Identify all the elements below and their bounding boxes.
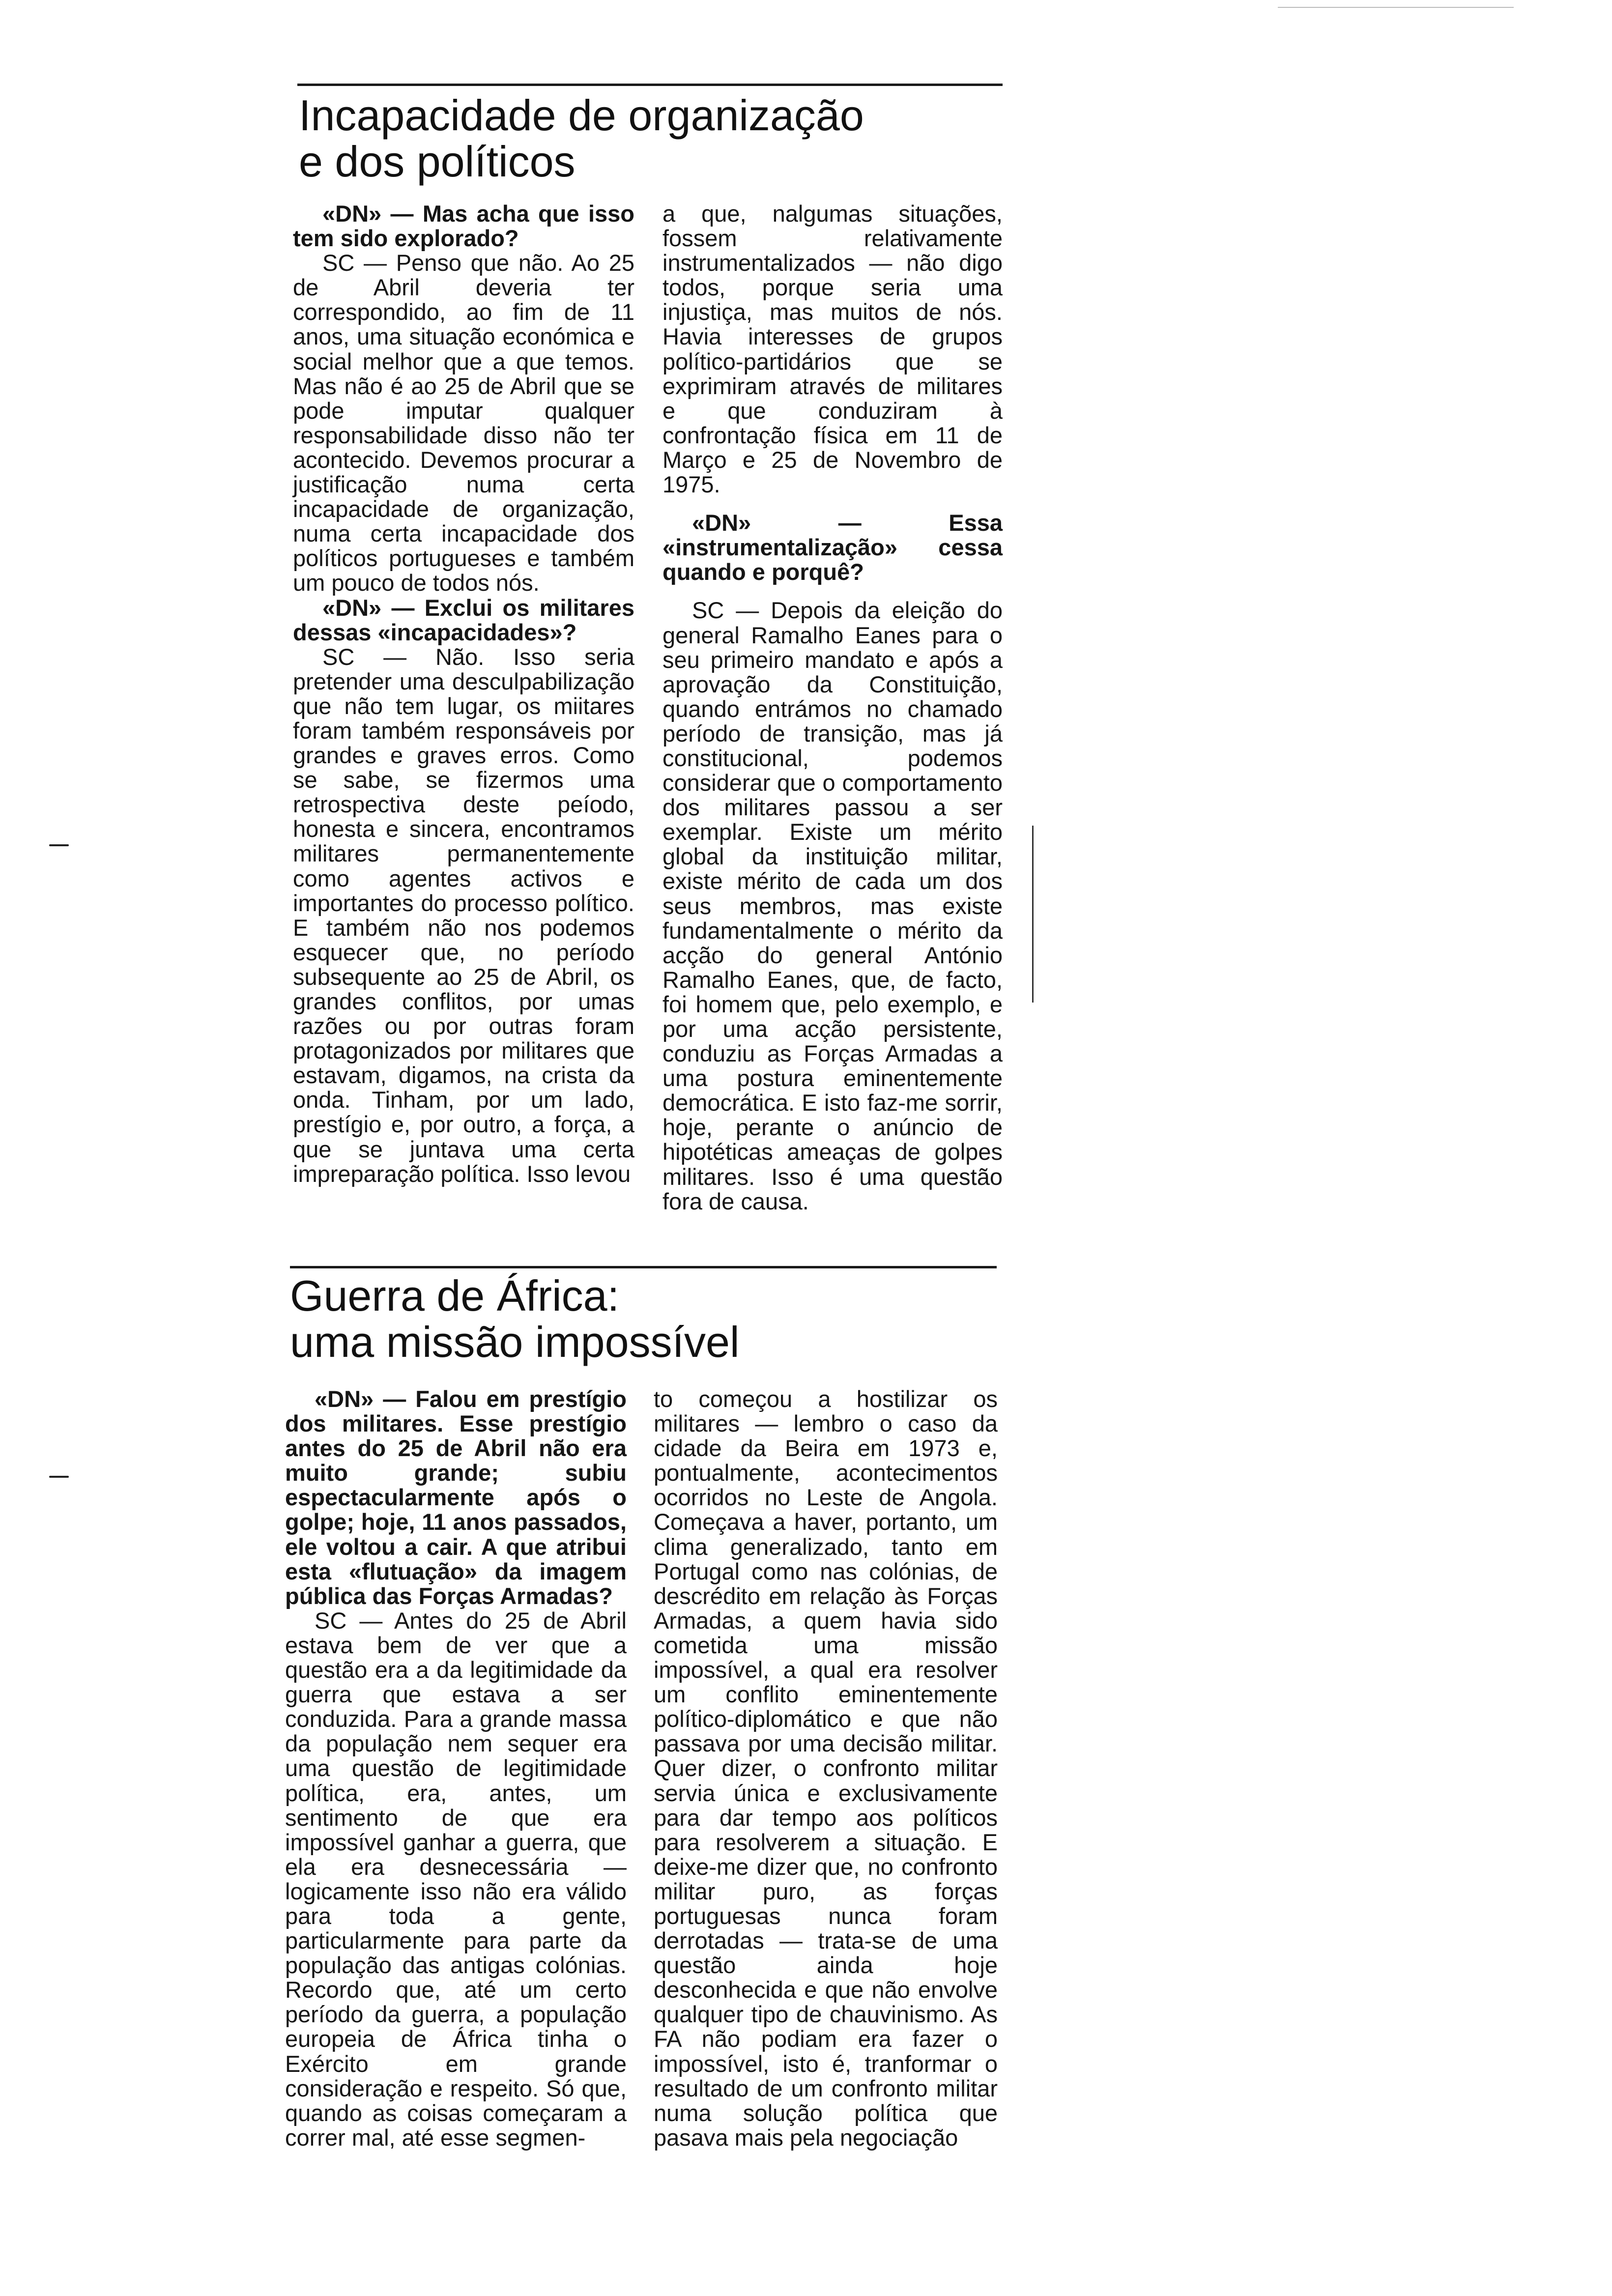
scan-mark xyxy=(49,1476,69,1478)
interview-answer: SC — Depois da eleição do general Ramalho Eanes para o seu primeiro mandato e após a aprovação da Constituição, quando entrámos no chamado período de transição, mas já constitucional, podemos considerar que o comportamento dos militares passou a ser exemplar. Existe um mérito global da instituição militar, existe mérito de cada um dos seus membros, mas existe fundamentalmente o mérito da acção do general António Ramalho Eanes, que, de facto, foi homem que, pelo exemplo, e por uma acção persistente, conduziu as Forças Armadas a uma postura eminentemente democrática. E isto faz-me sorrir, hoje, perante o anúncio de hipotéticas ameaças de golpes militares. Isso é uma questão fora de causa. xyxy=(662,597,1003,1214)
scan-mark xyxy=(1278,7,1514,8)
interview-answer-continued: to começou a hostilizar os militares — lembro o caso da cidade da Beira em 1973 e, pontualmente, acontecimentos ocorridos no Leste de Angola. Começava a haver, portanto, um clima generalizado, tanto em Portugal como nas colónias, de descrédito em relação às Forças Armadas, a quem havia sido cometida uma missão impossível, a qual era resolver um conflito eminentemente político-diplomático e que não passava por uma decisão militar. Quer dizer, o confronto militar servia única e exclusivamente para dar tempo aos políticos para resolverem a situação. E deixe-me dizer que, no confronto militar puro, as forças portuguesas nunca foram derrotadas — trata-se de uma questão ainda hoje desconhecida e que não envolve qualquer tipo de chauvinismo. As FA não podiam era fazer o impossível, isto é, tranformar o resultado de um confronto militar numa solução política que pasava mais pela negociação xyxy=(654,1386,998,2151)
section-2-headline-line-1: Guerra de África: xyxy=(290,1271,620,1320)
section-1-headline-line-1: Incapacidade de organização xyxy=(299,91,864,140)
section-2-top-rule xyxy=(290,1266,997,1268)
interview-answer: SC — Não. Isso seria pretender uma desculpabilização que não tem lugar, os miitares foram também responsáveis por grandes e graves erros. Como se sabe, se fizermos uma retrospectiva deste peíodo, honesta e sincera, encontramos militares permanentemente como agentes activos e importantes do processo político. E também não nos podemos esquecer que, no período subsequente ao 25 de Abril, os grandes conflitos, por umas razões ou por outras foram protagonizados por militares que estavam, digamos, na crista da onda. Tinham, por um lado, prestígio e, por outro, a força, a que se juntava uma certa impreparação política. Isso levou xyxy=(293,643,634,1187)
interview-question: «DN» — Exclui os militares dessas «incapacidades»? xyxy=(293,594,634,645)
interview-question: «DN» — Essa «instrumentalização» cessa quando e porquê? xyxy=(662,510,1003,585)
interview-question: «DN» — Mas acha que isso tem sido explorado? xyxy=(293,201,634,252)
interview-question: «DN» — Falou em prestígio dos militares. Esse prestígio antes do 25 de Abril não era muito grande; subiu espectacularmente após o golpe; hoje, 11 anos passados, ele voltou a cair. A que atribui esta «flutuação» da imagem pública das Forças Armadas? xyxy=(285,1386,627,1609)
scan-mark xyxy=(49,844,69,846)
section-2-column-1 xyxy=(285,1387,627,2150)
scan-mark xyxy=(1032,826,1034,1003)
section-2-headline-line-2: uma missão impossível xyxy=(290,1318,740,1366)
section-1-headline-line-2: e dos políticos xyxy=(299,137,576,186)
interview-answer-continued: a que, nalgumas situações, fossem relativamente instrumentalizados — não digo todos, porque seria uma injustiça, mas muitos de nós. Havia interesses de grupos político-partidários que se exprimiram através de militares e que conduziram à confrontação física em 11 de Março e 25 de Novembro de 1975. xyxy=(662,201,1003,498)
section-2-headline xyxy=(290,1273,998,1365)
interview-answer: SC — Antes do 25 de Abril estava bem de ver que a questão era a da legitimidade da guerra que estava a ser conduzida. Para a grande massa da população nem sequer era uma questão de legitimidade política, era, antes, um sentimento de que era impossível ganhar a guerra, que ela era desnecessária — logicamente isso não era válido para toda a gente, particularmente para parte da população das antigas colónias. Recordo que, até um certo período da guerra, a população europeia de África tinha o Exército em grande consideração e respeito. Só que, quando as coisas começaram a correr mal, até esse segmen- xyxy=(285,1607,627,2151)
section-1-column-1 xyxy=(293,201,634,1186)
section-1-column-2 xyxy=(662,201,1003,1214)
section-1-top-rule xyxy=(297,84,1003,86)
section-2-column-2 xyxy=(654,1387,998,2150)
section-1-headline xyxy=(299,92,1002,185)
interview-answer: SC — Penso que não. Ao 25 de Abril deveria ter correspondido, ao fim de 11 anos, uma situação económica e social melhor que a que temos. Mas não é ao 25 de Abril que se pode imputar qualquer responsabilidade disso não ter acontecido. Devemos procurar a justificação numa certa incapacidade de organização, numa certa incapacidade dos políticos portugueses e também um pouco de todos nós. xyxy=(293,250,634,596)
